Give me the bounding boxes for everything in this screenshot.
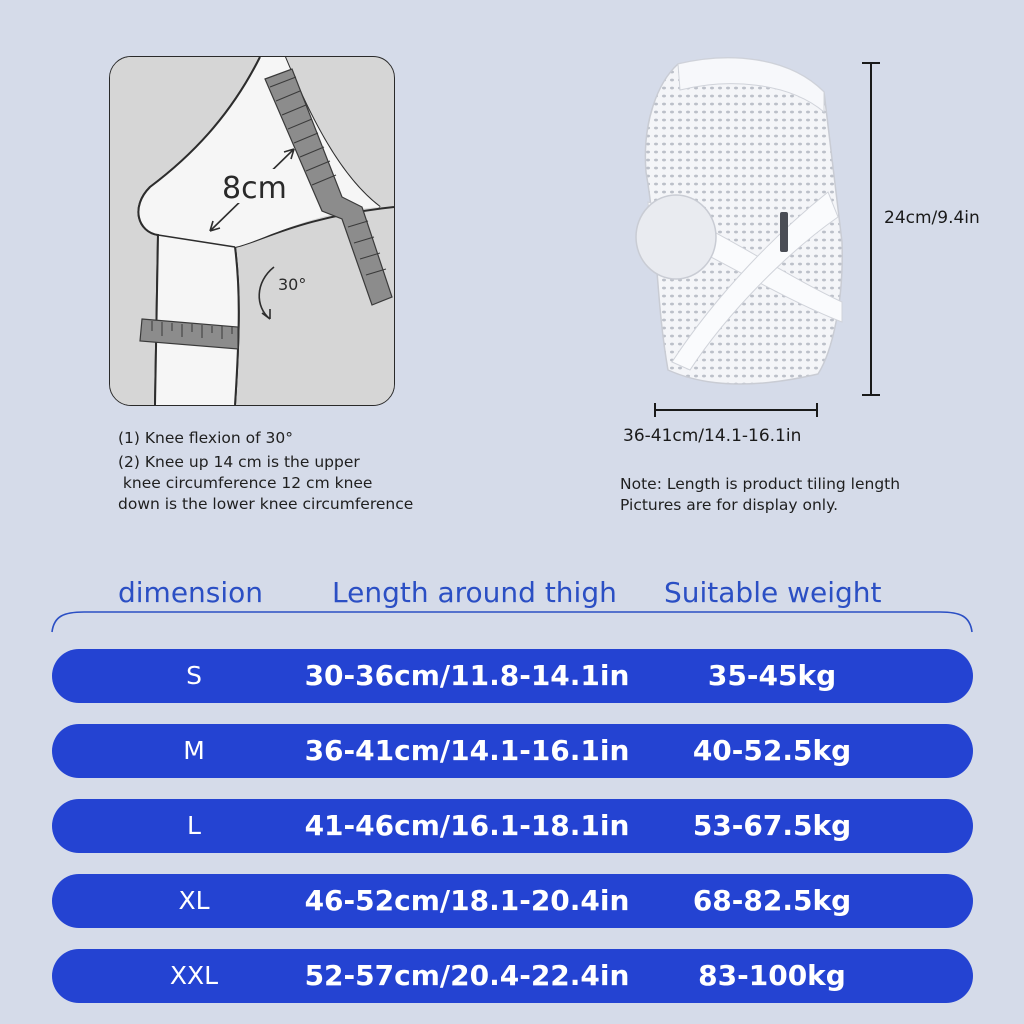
- length-cell: 36-41cm/14.1-16.1in: [304, 734, 630, 767]
- width-dimension-cap-left: [654, 403, 656, 417]
- weight-cell: 40-52.5kg: [692, 734, 852, 767]
- knee-measurement-illustration: [109, 56, 395, 406]
- size-cell: M: [183, 736, 205, 765]
- width-dimension-line: [654, 409, 818, 411]
- weight-cell: 53-67.5kg: [692, 809, 852, 842]
- knee-note-1: (1) Knee flexion of 30°: [118, 429, 293, 447]
- length-cell: 46-52cm/18.1-20.4in: [304, 884, 630, 917]
- height-dimension-cap-bottom: [862, 394, 880, 396]
- length-cell: 52-57cm/20.4-22.4in: [304, 959, 630, 992]
- knee-note-4: down is the lower knee circumference: [118, 495, 414, 513]
- length-cell: 30-36cm/11.8-14.1in: [304, 659, 630, 692]
- weight-cell: 83-100kg: [698, 959, 846, 992]
- table-row-l: [52, 799, 973, 853]
- header-length-around-thigh: Length around thigh: [332, 576, 617, 609]
- product-note-1: Note: Length is product tiling length: [620, 475, 901, 493]
- table-row-xl: [52, 874, 973, 928]
- product-note-2: Pictures are for display only.: [620, 496, 839, 514]
- table-row-m: [52, 724, 973, 778]
- angle-30-label: 30°: [278, 275, 307, 294]
- size-cell: L: [187, 811, 201, 840]
- knee-brace-product-image: [628, 52, 848, 392]
- width-dimension-cap-right: [816, 403, 818, 417]
- knee-note-3: knee circumference 12 cm knee: [118, 474, 373, 492]
- header-underline: [50, 594, 974, 634]
- table-row-xxl: [52, 949, 973, 1003]
- measure-8cm-label: 8cm: [222, 171, 287, 206]
- size-cell: S: [186, 661, 202, 690]
- size-cell: XXL: [169, 961, 219, 990]
- height-dimension-line: [870, 62, 872, 396]
- size-cell: XL: [178, 886, 210, 915]
- header-dimension: dimension: [118, 576, 264, 609]
- knee-note-2: (2) Knee up 14 cm is the upper: [118, 453, 360, 471]
- weight-cell: 68-82.5kg: [692, 884, 852, 917]
- table-row-s: [52, 649, 973, 703]
- width-label: 36-41cm/14.1-16.1in: [623, 426, 802, 446]
- height-dimension-cap-top: [862, 62, 880, 64]
- weight-cell: 35-45kg: [707, 659, 837, 692]
- height-label: 24cm/9.4in: [884, 208, 980, 228]
- length-cell: 41-46cm/16.1-18.1in: [304, 809, 630, 842]
- header-suitable-weight: Suitable weight: [664, 576, 882, 609]
